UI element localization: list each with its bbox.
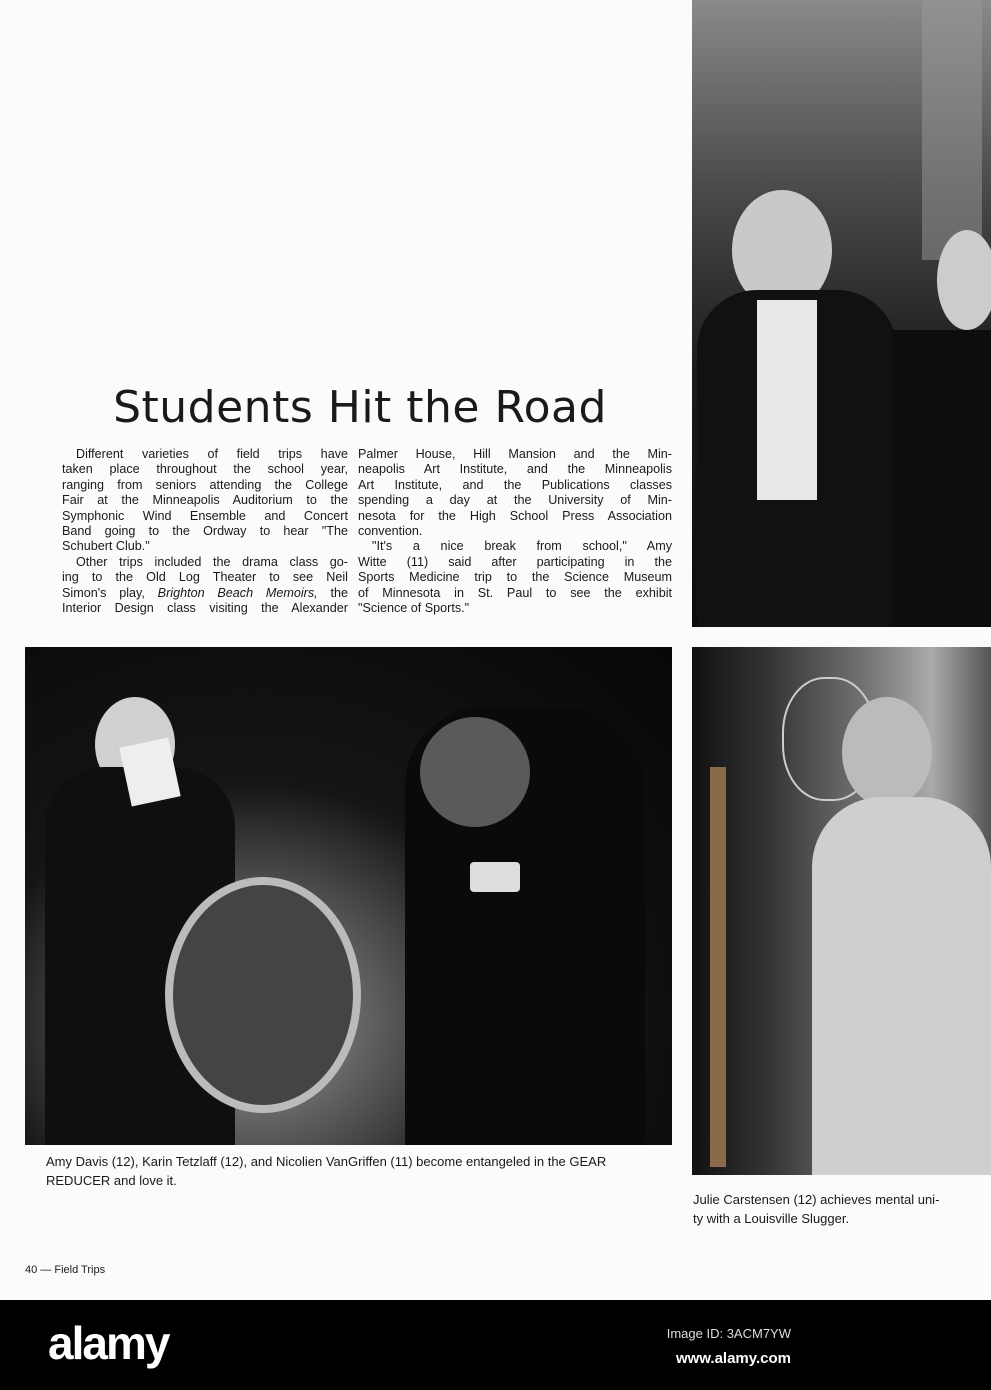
article-line: convention. bbox=[358, 524, 423, 539]
article-line: Fair at the Minneapolis Auditorium to the bbox=[62, 493, 348, 508]
article-line: Sports Medicine trip to the Science Museum bbox=[358, 570, 672, 585]
article-line: Simon's play, Brighton Beach Memoirs, the bbox=[62, 585, 348, 600]
article-title: Students Hit the Road bbox=[113, 382, 607, 433]
article-line: Symphonic Wind Ensemble and Concert bbox=[62, 508, 348, 523]
photo-gear-reducer bbox=[25, 647, 672, 1145]
caption-line: ty with a Louisville Slugger. bbox=[693, 1211, 850, 1226]
caption-line: Julie Carstensen (12) achieves mental uni- bbox=[693, 1192, 940, 1207]
article-line: neapolis Art Institute, and the Minneapolis bbox=[358, 462, 672, 477]
watermark-url: www.alamy.com bbox=[675, 1350, 791, 1367]
article-line: spending a day at the University of Min- bbox=[358, 493, 672, 508]
article-line: Palmer House, Hill Mansion and the Min- bbox=[358, 447, 672, 461]
alamy-logo: alamy bbox=[48, 1317, 169, 1369]
article-line: taken place throughout the school year, bbox=[62, 462, 348, 477]
caption-louisville-slugger bbox=[693, 1190, 991, 1228]
photo-students-letter-jackets bbox=[692, 0, 991, 627]
article-line: Interior Design class visiting the Alexander bbox=[62, 601, 348, 616]
article-line: Other trips included the drama class go- bbox=[76, 554, 348, 569]
article-line: ranging from seniors attending the College bbox=[62, 477, 348, 492]
article-line: Schubert Club." bbox=[62, 539, 150, 554]
article-column-2 bbox=[358, 447, 672, 616]
article-line: ing to the Old Log Theater to see Neil bbox=[62, 570, 348, 585]
watermark-bar bbox=[0, 1300, 991, 1390]
photo-louisville-slugger bbox=[692, 647, 991, 1175]
article-line: of Minnesota in St. Paul to see the exhibit bbox=[358, 585, 672, 600]
article-line: nesota for the High School Press Association bbox=[358, 508, 672, 523]
article-line: Witte (11) said after participating in the bbox=[358, 554, 672, 569]
article-line: "It's a nice break from school," Amy bbox=[372, 539, 672, 554]
article-line: Art Institute, and the Publications classes bbox=[358, 477, 672, 492]
article-line: Band going to the Ordway to hear "The bbox=[62, 524, 348, 539]
page-folio: 40 — Field Trips bbox=[25, 1264, 106, 1276]
image-id: Image ID: 3ACM7YW bbox=[666, 1326, 791, 1341]
article-column-1 bbox=[62, 447, 348, 616]
article-line: Different varieties of field trips have bbox=[76, 447, 348, 461]
caption-gear-reducer: Amy Davis (12), Karin Tetzlaff (12), and Nicolien VanGriffen (11) become entangeled in the GEAR REDUCER and love it. bbox=[46, 1154, 607, 1188]
article-line: "Science of Sports." bbox=[358, 601, 470, 616]
